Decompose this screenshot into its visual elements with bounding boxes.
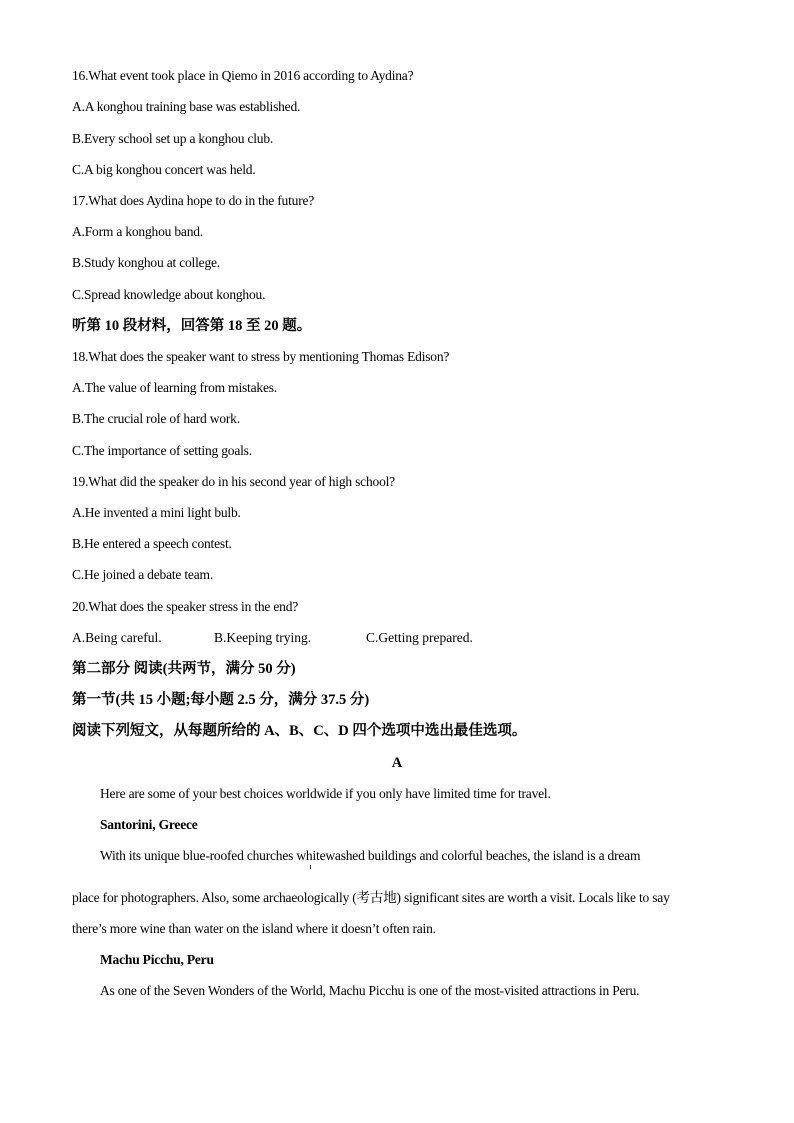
reading-instruction: 阅读下列短文，从每题所给的 A、B、C、D 四个选项中选出最佳选项。 [72,723,527,739]
machu-picchu-heading: Machu Picchu, Peru [100,952,214,967]
question-17-stem: 17.What does Aydina hope to do in the future? [72,193,315,208]
question-18-stem: 18.What does the speaker want to stress by mentioning Thomas Edison? [72,349,450,364]
santorini-heading: Santorini, Greece [100,817,198,832]
question-16-option-c: C.A big konghou concert was held. [72,162,256,177]
question-17-option-a: A.Form a konghou band. [72,224,203,239]
question-18-option-a: A.The value of learning from mistakes. [72,380,277,395]
question-17-option-b: B.Study konghou at college. [72,255,220,270]
passage-intro: Here are some of your best choices worldwide if you only have limited time for travel. [100,786,551,801]
question-19-option-b: B.He entered a speech contest. [72,536,232,551]
question-18-option-c: C.The importance of setting goals. [72,443,252,458]
question-18-option-b: B.The crucial role of hard work. [72,411,240,426]
question-19-option-c: C.He joined a debate team. [72,567,213,582]
question-16-option-b: B.Every school set up a konghou club. [72,131,274,146]
passage-label: A [391,755,403,771]
section-10-heading: 听第 10 段材料，回答第 18 至 20 题。 [72,318,312,334]
question-20-option-a: A.Being careful. [72,630,162,645]
question-20-option-b: B.Keeping trying. [214,630,312,645]
santorini-paragraph-line-2: place for photographers. Also, some archaeologically (考古地) significant sites are worth a visit. Locals like to say [72,890,670,905]
section-1-title: 第一节(共 15 小题;每小题 2.5 分，满分 37.5 分) [72,692,370,708]
question-16-option-a: A.A konghou training base was established. [72,99,301,114]
question-19-option-a: A.He invented a mini light bulb. [72,505,241,520]
question-16-stem: 16.What event took place in Qiemo in 2016 according to Aydina? [72,68,414,83]
question-20-stem: 20.What does the speaker stress in the end? [72,599,299,614]
question-20-option-c: C.Getting prepared. [366,630,473,645]
comma-mark [310,865,311,869]
part-2-title: 第二部分 阅读(共两节，满分 50 分) [72,661,296,677]
question-17-option-c: C.Spread knowledge about konghou. [72,287,266,302]
machu-picchu-paragraph-line-1: As one of the Seven Wonders of the World, Machu Picchu is one of the most-visited attractions in Peru. [100,983,640,998]
question-19-stem: 19.What did the speaker do in his second year of high school? [72,474,395,489]
santorini-paragraph-line-1: With its unique blue-roofed churches whitewashed buildings and colorful beaches, the island is a dream [100,848,641,863]
santorini-paragraph-line-3: there’s more wine than water on the island where it doesn’t often rain. [72,921,436,936]
